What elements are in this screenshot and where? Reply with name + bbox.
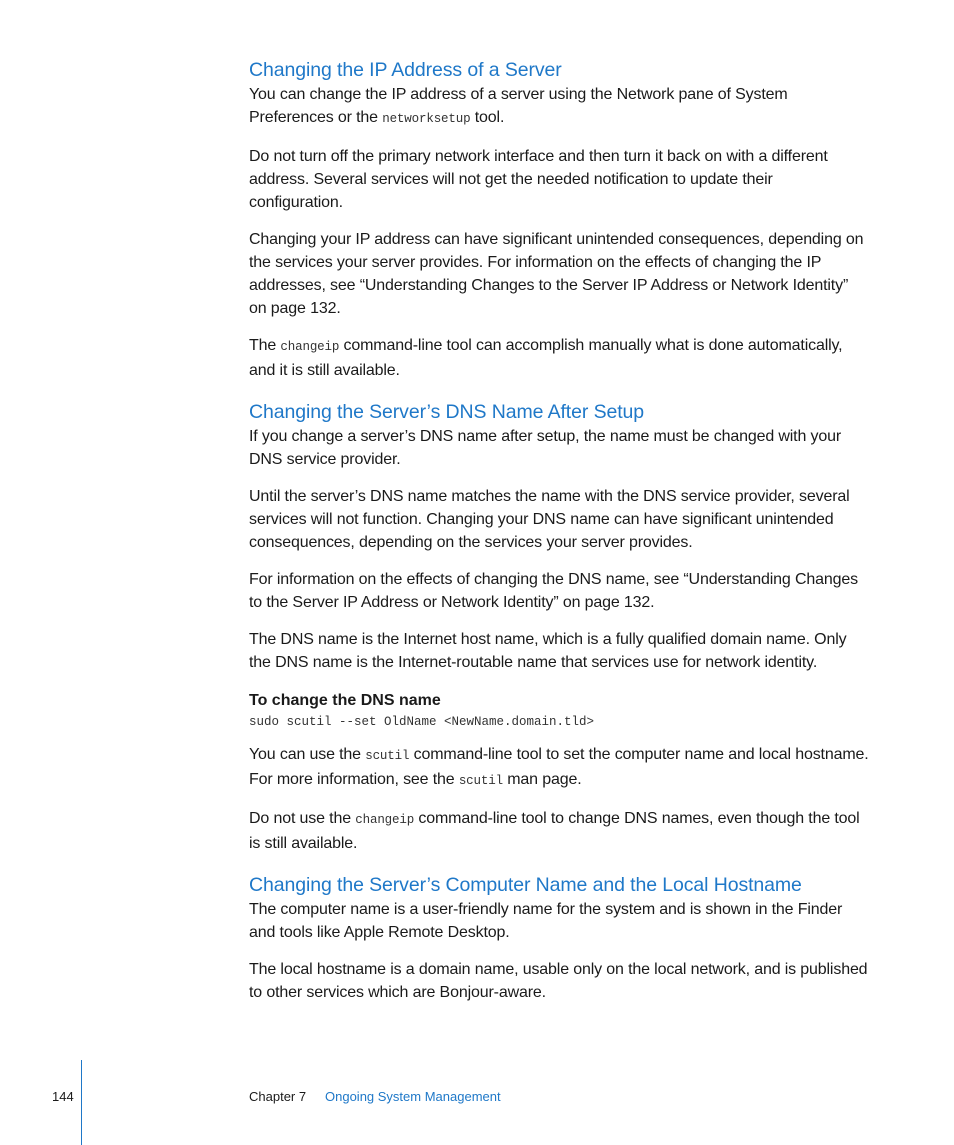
paragraph: Do not use the changeip command-line tool to change DNS names, even though the tool is still available. bbox=[249, 810, 860, 852]
page-footer bbox=[0, 1060, 954, 1145]
paragraph: Do not turn off the primary network interface and then turn it back on with a different address. Several services will not get the needed notification to update their configuration. bbox=[249, 148, 828, 211]
inline-code: scutil bbox=[458, 774, 503, 788]
section-heading-dns-name: Changing the Server’s DNS Name After Setup bbox=[249, 401, 645, 423]
chapter-title: Ongoing System Management bbox=[325, 1089, 501, 1104]
paragraph: The computer name is a user-friendly name for the system and is shown in the Finder and tools like Apple Remote Desktop. bbox=[249, 901, 843, 941]
chapter-label: Chapter 7 bbox=[249, 1089, 307, 1104]
footer-divider bbox=[81, 1060, 82, 1145]
paragraph: If you change a server’s DNS name after setup, the name must be changed with your DNS service provider. bbox=[249, 428, 842, 468]
inline-code: changeip bbox=[280, 340, 340, 354]
inline-code: networksetup bbox=[382, 112, 471, 126]
paragraph: The local hostname is a domain name, usable only on the local network, and is published to other services which are Bonjour-aware. bbox=[249, 961, 868, 1001]
command-line: sudo scutil --set OldName <NewName.domain.tld> bbox=[249, 715, 595, 729]
section-heading-computer-name: Changing the Server’s Computer Name and the Local Hostname bbox=[249, 874, 802, 896]
section-heading-ip-address: Changing the IP Address of a Server bbox=[249, 59, 562, 81]
paragraph: You can use the scutil command-line tool to set the computer name and local hostname. For more information, see the scutil man page. bbox=[249, 746, 869, 788]
paragraph: The changeip command-line tool can accomplish manually what is done automatically, and it is still available. bbox=[249, 337, 843, 379]
page-number: 144 bbox=[52, 1089, 74, 1104]
paragraph: The DNS name is the Internet host name, which is a fully qualified domain name. Only the DNS name is the Internet-routable name that services use for network identity. bbox=[249, 631, 847, 671]
task-subheading: To change the DNS name bbox=[249, 692, 441, 709]
paragraph: Changing your IP address can have significant unintended consequences, depending on the services your server provides. For information on the effects of changing the IP addresses, see “Understanding Changes to the Server IP Address or Network Identity” on page 132. bbox=[249, 231, 864, 317]
inline-code: changeip bbox=[355, 813, 415, 827]
inline-code: scutil bbox=[365, 749, 410, 763]
page-content bbox=[249, 58, 869, 1018]
paragraph: For information on the effects of changing the DNS name, see “Understanding Changes to the Server IP Address or Network Identity” on page 132. bbox=[249, 571, 858, 611]
paragraph: You can change the IP address of a server using the Network pane of System Preferences or the networksetup tool. bbox=[249, 86, 788, 126]
paragraph: Until the server’s DNS name matches the name with the DNS service provider, several services will not function. Changing your DNS name can have significant unintended consequences, depending on the services your server provides. bbox=[249, 488, 850, 551]
